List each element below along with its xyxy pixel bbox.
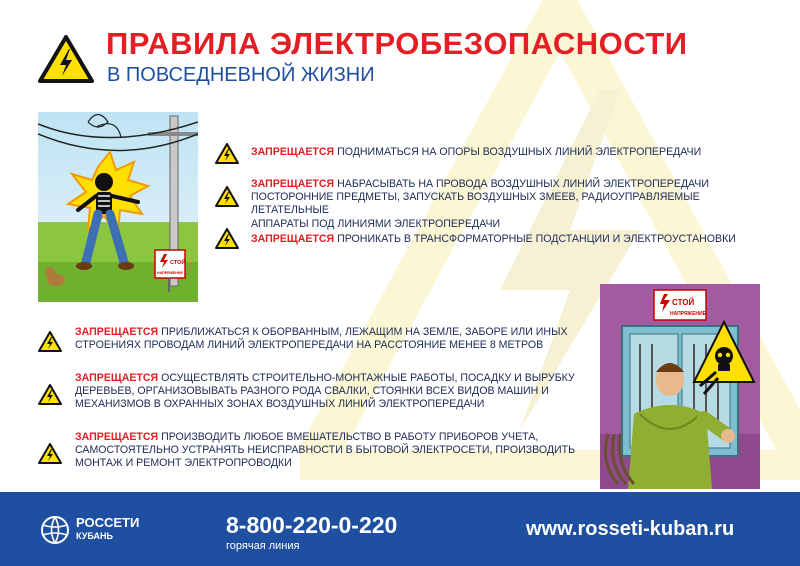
rule-keyword: ЗАПРЕЩАЕТСЯ (251, 178, 335, 190)
rule-text-line: ДЕРЕВЬЕВ, ОРГАНИЗОВЫВАТЬ РАЗНОГО РОДА СВАЛКИ, СТОЯНКИ ВСЕХ ВИДОВ МАШИН И (75, 385, 549, 398)
rule-text-line: ОСУЩЕСТВЛЯТЬ СТРОИТЕЛЬНО-МОНТАЖНЫЕ РАБОТЫ, ПОСАДКУ И ВЫРУБКУ (161, 372, 575, 384)
rule-item (38, 431, 588, 475)
hotline-label: горячая линия (226, 540, 300, 552)
brand-subtitle: КУБАНЬ (76, 531, 113, 541)
pole-sign-bottom-text: НАПРЯЖЕНИЕ (157, 271, 183, 275)
warning-triangle-icon (38, 34, 94, 84)
electric-shock-illustration (38, 112, 198, 302)
rosseti-logo-icon (40, 515, 70, 545)
rule-text-line: ПОСТОРОННИЕ ПРЕДМЕТЫ, ЗАПУСКАТЬ ВОЗДУШНЫХ ЗМЕЕВ, РАДИОУПРАВЛЯЕМЫЕ ЛЕТАТЕЛЬНЫЕ (251, 191, 700, 217)
hotline-phone[interactable]: 8-800-220-0-220 (226, 512, 398, 538)
warning-triangle-icon (215, 143, 239, 164)
website-link[interactable]: www.rosseti-kuban.ru (526, 518, 735, 540)
rule-keyword: ЗАПРЕЩАЕТСЯ (251, 146, 335, 158)
panel-sign-top-text: СТОЙ (672, 298, 695, 307)
rule-keyword: ЗАПРЕЩАЕТСЯ (75, 326, 159, 338)
rule-keyword: ЗАПРЕЩАЕТСЯ (75, 431, 159, 443)
rule-text-line: ПОДНИМАТЬСЯ НА ОПОРЫ ВОЗДУШНЫХ ЛИНИЙ ЭЛЕКТРОПЕРЕДАЧИ (337, 146, 702, 158)
pole-sign-top-text: СТОЙ (170, 260, 186, 266)
brand-name: РОССЕТИ (76, 515, 140, 530)
warning-triangle-icon (215, 186, 239, 207)
rule-text-line: НАБРАСЫВАТЬ НА ПРОВОДА ВОЗДУШНЫХ ЛИНИЙ ЭЛЕКТРОПЕРЕДАЧИ (337, 178, 709, 190)
rule-keyword: ЗАПРЕЩАЕТСЯ (251, 233, 335, 245)
rule-text-line: СТРОЕНИЯХ ПРОВОДАМ ЛИНИЙ ЭЛЕКТРОПЕРЕДАЧИ НА РАССТОЯНИЕ МЕНЕЕ 8 МЕТРОВ (75, 339, 544, 352)
warning-triangle-icon (38, 443, 62, 464)
page-subtitle: В ПОВСЕДНЕВНОЙ ЖИЗНИ (107, 64, 375, 86)
rule-text-line: МОНТАЖ И РЕМОНТ ЭЛЕКТРОПРОВОДКИ (75, 457, 292, 470)
rule-item (215, 176, 765, 230)
warning-triangle-icon (38, 331, 62, 352)
rule-keyword: ЗАПРЕЩАЕТСЯ (75, 372, 159, 384)
rule-text-line: ПРОНИКАТЬ В ТРАНСФОРМАТОРНЫЕ ПОДСТАНЦИИ И ЭЛЕКТРОУСТАНОВКИ (337, 233, 736, 245)
page-title: ПРАВИЛА ЭЛЕКТРОБЕЗОПАСНОСТИ (106, 26, 688, 61)
rule-item (215, 143, 755, 165)
rule-item (215, 228, 755, 250)
rule-text-line: АППАРАТЫ ПОД ЛИНИЯМИ ЭЛЕКТРОПЕРЕДАЧИ (251, 217, 501, 230)
rule-text-line: МЕХАНИЗМОВ В ОХРАННЫХ ЗОНАХ ВОЗДУШНЫХ ЛИНИЙ ЭЛЕКТРОПЕРЕДАЧИ (75, 398, 485, 411)
rule-item (38, 372, 588, 416)
panel-sign-bottom-text: НАПРЯЖЕНИЕ (670, 311, 706, 317)
rule-text-line: САМОСТОЯТЕЛЬНО УСТРАНЯТЬ НЕИСПРАВНОСТИ В БЫТОВОЙ ЭЛЕКТРОСЕТИ, ПРОИЗВОДИТЬ (75, 444, 576, 457)
rule-text-line: ПРИБЛИЖАТЬСЯ К ОБОРВАННЫМ, ЛЕЖАЩИМ НА ЗЕМЛЕ, ЗАБОРЕ ИЛИ ИНЫХ (161, 326, 568, 338)
rule-text-line: ПРОИЗВОДИТЬ ЛЮБОЕ ВМЕШАТЕЛЬСТВО В РАБОТУ ПРИБОРОВ УЧЕТА, (161, 431, 539, 443)
electrical-panel-illustration (600, 284, 760, 489)
warning-triangle-icon (38, 384, 62, 405)
warning-triangle-icon (215, 228, 239, 249)
rule-item (38, 325, 578, 355)
